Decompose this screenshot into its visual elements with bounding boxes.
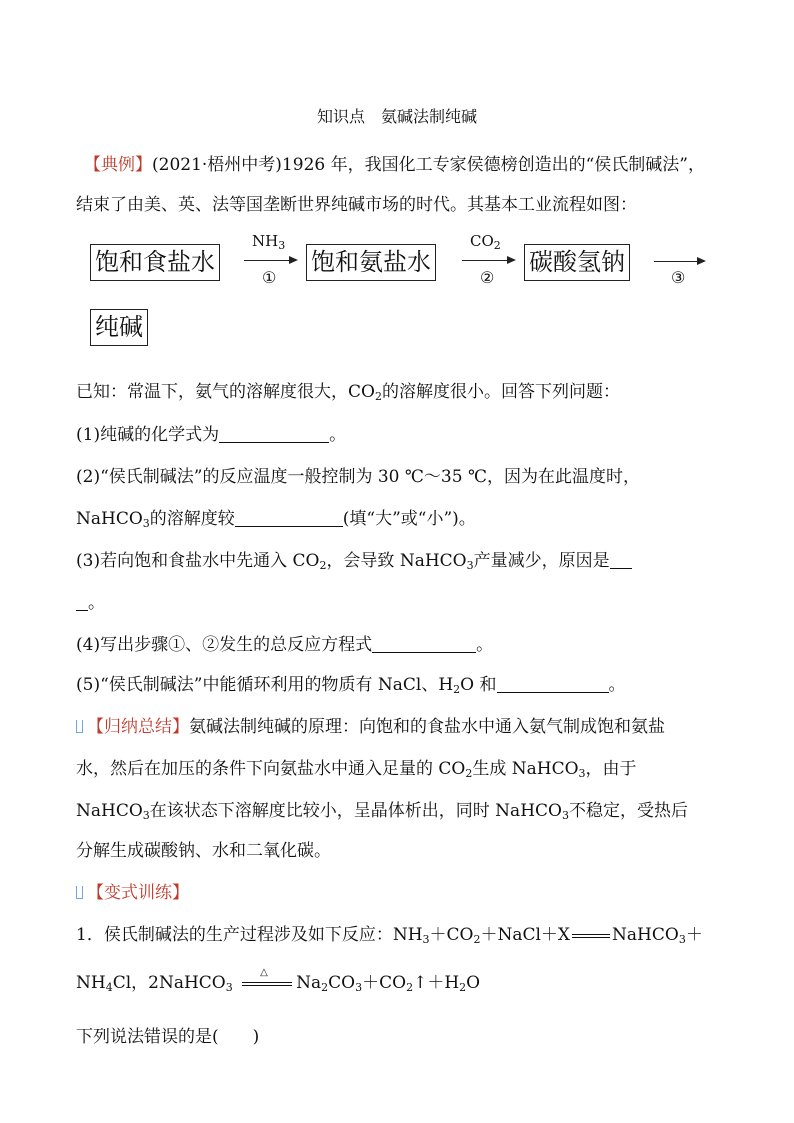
example-tag: 【典例】 [84,155,152,175]
practice-1-line-2: $NH_4Cl$，2NaHCO$_3$ △ $Na_2CO_3+CO_2↑+H_2O$ [76,967,481,994]
answer-blank-5[interactable] [497,675,609,693]
heat-equals-sign [242,967,292,989]
flow-arrow-2 [462,260,514,261]
answer-blank-4[interactable] [372,635,476,653]
flow-step-2-label: ② [480,268,495,287]
answer-blank-3-cont[interactable] [76,593,88,611]
answer-blank-1[interactable] [219,425,329,443]
flow-box-soda-ash: 纯碱 [90,309,148,346]
equals-sign [572,930,610,941]
question-2-line-2: NaHCO$_3$的溶解度较 (填“大”或“小”)。 [76,509,476,530]
practice-1-question: 下列说法错误的是( ) [76,1027,260,1047]
question-2-line-1: (2)“侯氏制碱法”的反应温度一般控制为 30 ℃～35 ℃，因为在此温度时， [76,467,640,487]
example-line-1: 【典例】(2021·梧州中考)1926 年，我国化工专家侯德榜创造出的“侯氏制碱法”， [84,155,705,175]
practice-1-line-1: 1．侯氏制碱法的生产过程涉及如下反应：$NH_3+CO_2+NaCl+X$ NaHCO$_3$＋ [76,925,703,946]
flow-arrow-1 [244,260,296,261]
summary-line-4: 分解生成碳酸钠、水和二氧化碳。 [76,841,331,861]
flow-arrow1-reagent: $NH_3$ [252,232,286,252]
flow-step-1-label: ① [262,268,277,287]
practice-heading: 【变式训练】 [76,878,189,903]
flow-box-ammonia-brine: 饱和氨盐水 [306,244,436,281]
flow-step-3-label: ③ [671,268,686,287]
flow-box-sodium-bicarbonate: 碳酸氢钠 [524,244,630,281]
flow-arrow-3 [654,261,704,262]
question-5: (5)“侯氏制碱法”中能循环利用的物质有 NaCl、$H_2O$ 和 。 [76,675,626,696]
summary-tag: 【归纳总结】 [87,717,189,737]
bookmark-icon [76,886,83,899]
bookmark-icon [76,720,83,733]
summary-line-1: 【归纳总结】氨碱法制纯碱的原理：向饱和的食盐水中通入氨气制成饱和氨盐 [76,712,665,737]
summary-line-3: NaHCO$_3$在该状态下溶解度比较小，呈晶体析出，同时 NaHCO$_3$不稳定，受热后 [76,801,688,822]
answer-blank-2[interactable] [235,509,343,527]
heat-symbol: △ [260,967,268,978]
flow-box-brine: 饱和食盐水 [90,244,220,281]
example-line-2: 结束了由美、英、法等国垄断世界纯碱市场的时代。其基本工业流程如图： [76,195,637,215]
flow-arrow2-reagent: $CO_2$ [470,232,501,252]
known-text: 已知：常温下，氨气的溶解度很大，$CO_2$的溶解度很小。回答下列问题： [76,382,620,403]
question-3-line-2: 。 [76,588,105,613]
summary-line-2: 水，然后在加压的条件下向氨盐水中通入足量的 $CO_2$生成 NaHCO$_3$，由于 [76,759,637,780]
question-3-line-1: (3)若向饱和食盐水中先通入 $CO_2$，会导致 NaHCO$_3$产量减少，原因是 [76,546,632,571]
page-title: 知识点 氨碱法制纯碱 [316,107,477,126]
question-4: (4)写出步骤①、②发生的总反应方程式 。 [76,635,494,655]
question-1: (1)纯碱的化学式为 。 [76,425,347,445]
answer-blank-3[interactable] [610,551,632,569]
